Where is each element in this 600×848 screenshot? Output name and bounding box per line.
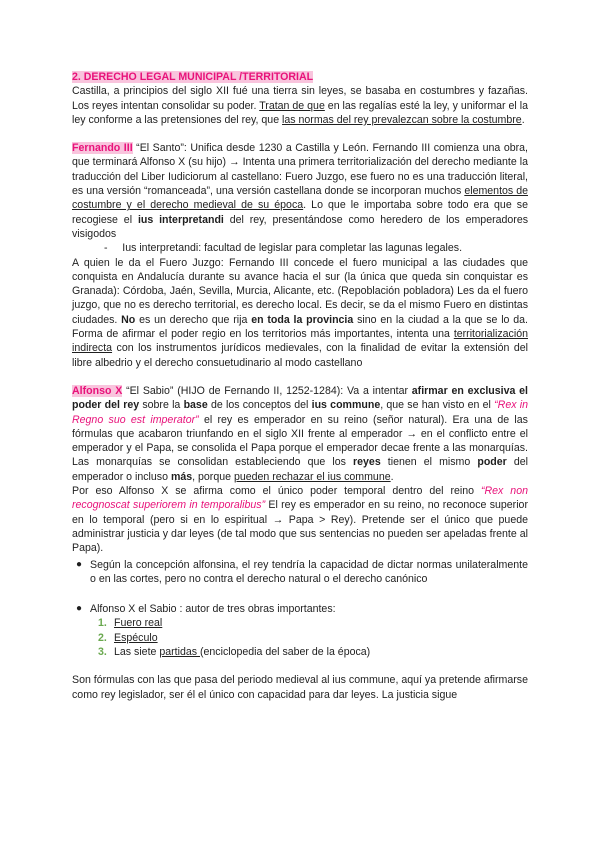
closing-paragraph: Son fórmulas con las que pasa del periodo medieval al ius commune, aquí ya pretende afirmarse como rey legislador, ser él el único con capacidad para dar leyes. La justicia sigue	[72, 674, 528, 701]
fernando-name: Fernando III	[72, 142, 133, 155]
bullet-icon: ●	[76, 603, 83, 615]
intro-paragraph: Castilla, a principios del siglo XII fué una tierra sin leyes, se basaba en costumbres y fazañas. Los reyes intentan consolidar su poder. Tratan de que en las regalías esté la ley, y uniformar el la ley conforme a las pretensiones del rey, que las normas del rey prevalezcan sobre la costumbre.	[72, 85, 528, 126]
fernando-paragraph: Fernando III “El Santo”: Unifica desde 1230 a Castilla y León. Fernando III comienza una obra, que terminará Alfonso X (su hijo) → Intenta una primera territorialización del derecho mediante la traducción del Liber Iudiciorum al castellano: Fuero Juzgo, ese fuero no es una traducción literal, es una versión “romanceada”, una versión castellana donde se incorporan muchos elementos de costumbre y el derecho medieval de su época. Lo que le importaba sobre todo era que se recogiese el ius interpretandi del rey, presentándose como heredero de los emperadores visigodos	[72, 142, 529, 240]
work-item-2: 2. Espéculo	[98, 631, 158, 644]
work-item-3: 3. Las siete partidas (enciclopedia del saber de la época)	[98, 645, 371, 658]
bullet-item: ● Alfonso X el Sabio : autor de tres obras importantes:	[76, 603, 336, 616]
document-page	[72, 70, 528, 702]
alfonso-name: Alfonso X	[72, 384, 123, 397]
fuero-paragraph: A quien le da el Fuero Juzgo: Fernando III concede el fuero municipal a las ciudades que conquista en Andalucía durante su avance hacia el sur (la única que queda sin conquistar es Granada): Córdoba, Jaén, Sevilla, Murcia, Alicante, etc. (Repoblación pobladora) Les da el fuero juzgo, que no es derecho territorial, es derecho local. Es decir, se da el mismo Fuero en distintas ciudades. No es un derecho que rija en toda la provincia sino en la ciudad a la que se lo da. Forma de afirmar el poder regio en los territorios más importantes, intenta una territorialización indirecta con los instrumentos jurídicos medievales, con la finalidad de evitar la extensión del libre albedrio y el derecho consuetudinario al modo castellano	[72, 256, 528, 369]
alfonso-paragraph: Alfonso X “El Sabio” (HIJO de Fernando II, 1252-1284): Va a intentar afirmar en exclusiva el poder del rey sobre la base de los conceptos del ius commune, que se han visto en el “Rex in Regno suo est imperator” el rey es emperador en su reino (señor natural). Era una de las fórmulas que acabaron triunfando en el siglo XII frente al emperador → en el conflicto entre el emperador y el Papa, se consolida el Papa porque el emperador decae frente a las monarquías. Las monarquías se consolidan estableciendo que los reyes tienen el mismo poder del emperador o incluso más, porque pueden rechazar el ius commune.	[72, 384, 528, 483]
rex-paragraph: Por eso Alfonso X se afirma como el único poder temporal dentro del reino “Rex non recognoscat superiorem in temporalibus” El rey es emperador en su reino, no reconoce superior en lo temporal (pero si en lo espiritual → Papa > Rey). Pretende ser el único que puede administrar justicia y dar leyes (de tal modo que sus sentencias no pueden ser apeladas frente al Papa).	[72, 485, 528, 555]
section-heading: 2. DERECHO LEGAL MUNICIPAL /TERRITORIAL	[72, 71, 314, 83]
dash-item: - Ius interpretandi: facultad de legislar para completar las lagunas legales.	[104, 242, 463, 255]
bullet-item: ● Según la concepción alfonsina, el rey tendría la capacidad de dictar normas unilateralmente o en las cortes, pero no contra el derecho natural o el derecho canónico	[76, 558, 528, 585]
bullet-icon: ●	[76, 558, 83, 570]
work-item-1: 1. Fuero real	[98, 617, 163, 630]
